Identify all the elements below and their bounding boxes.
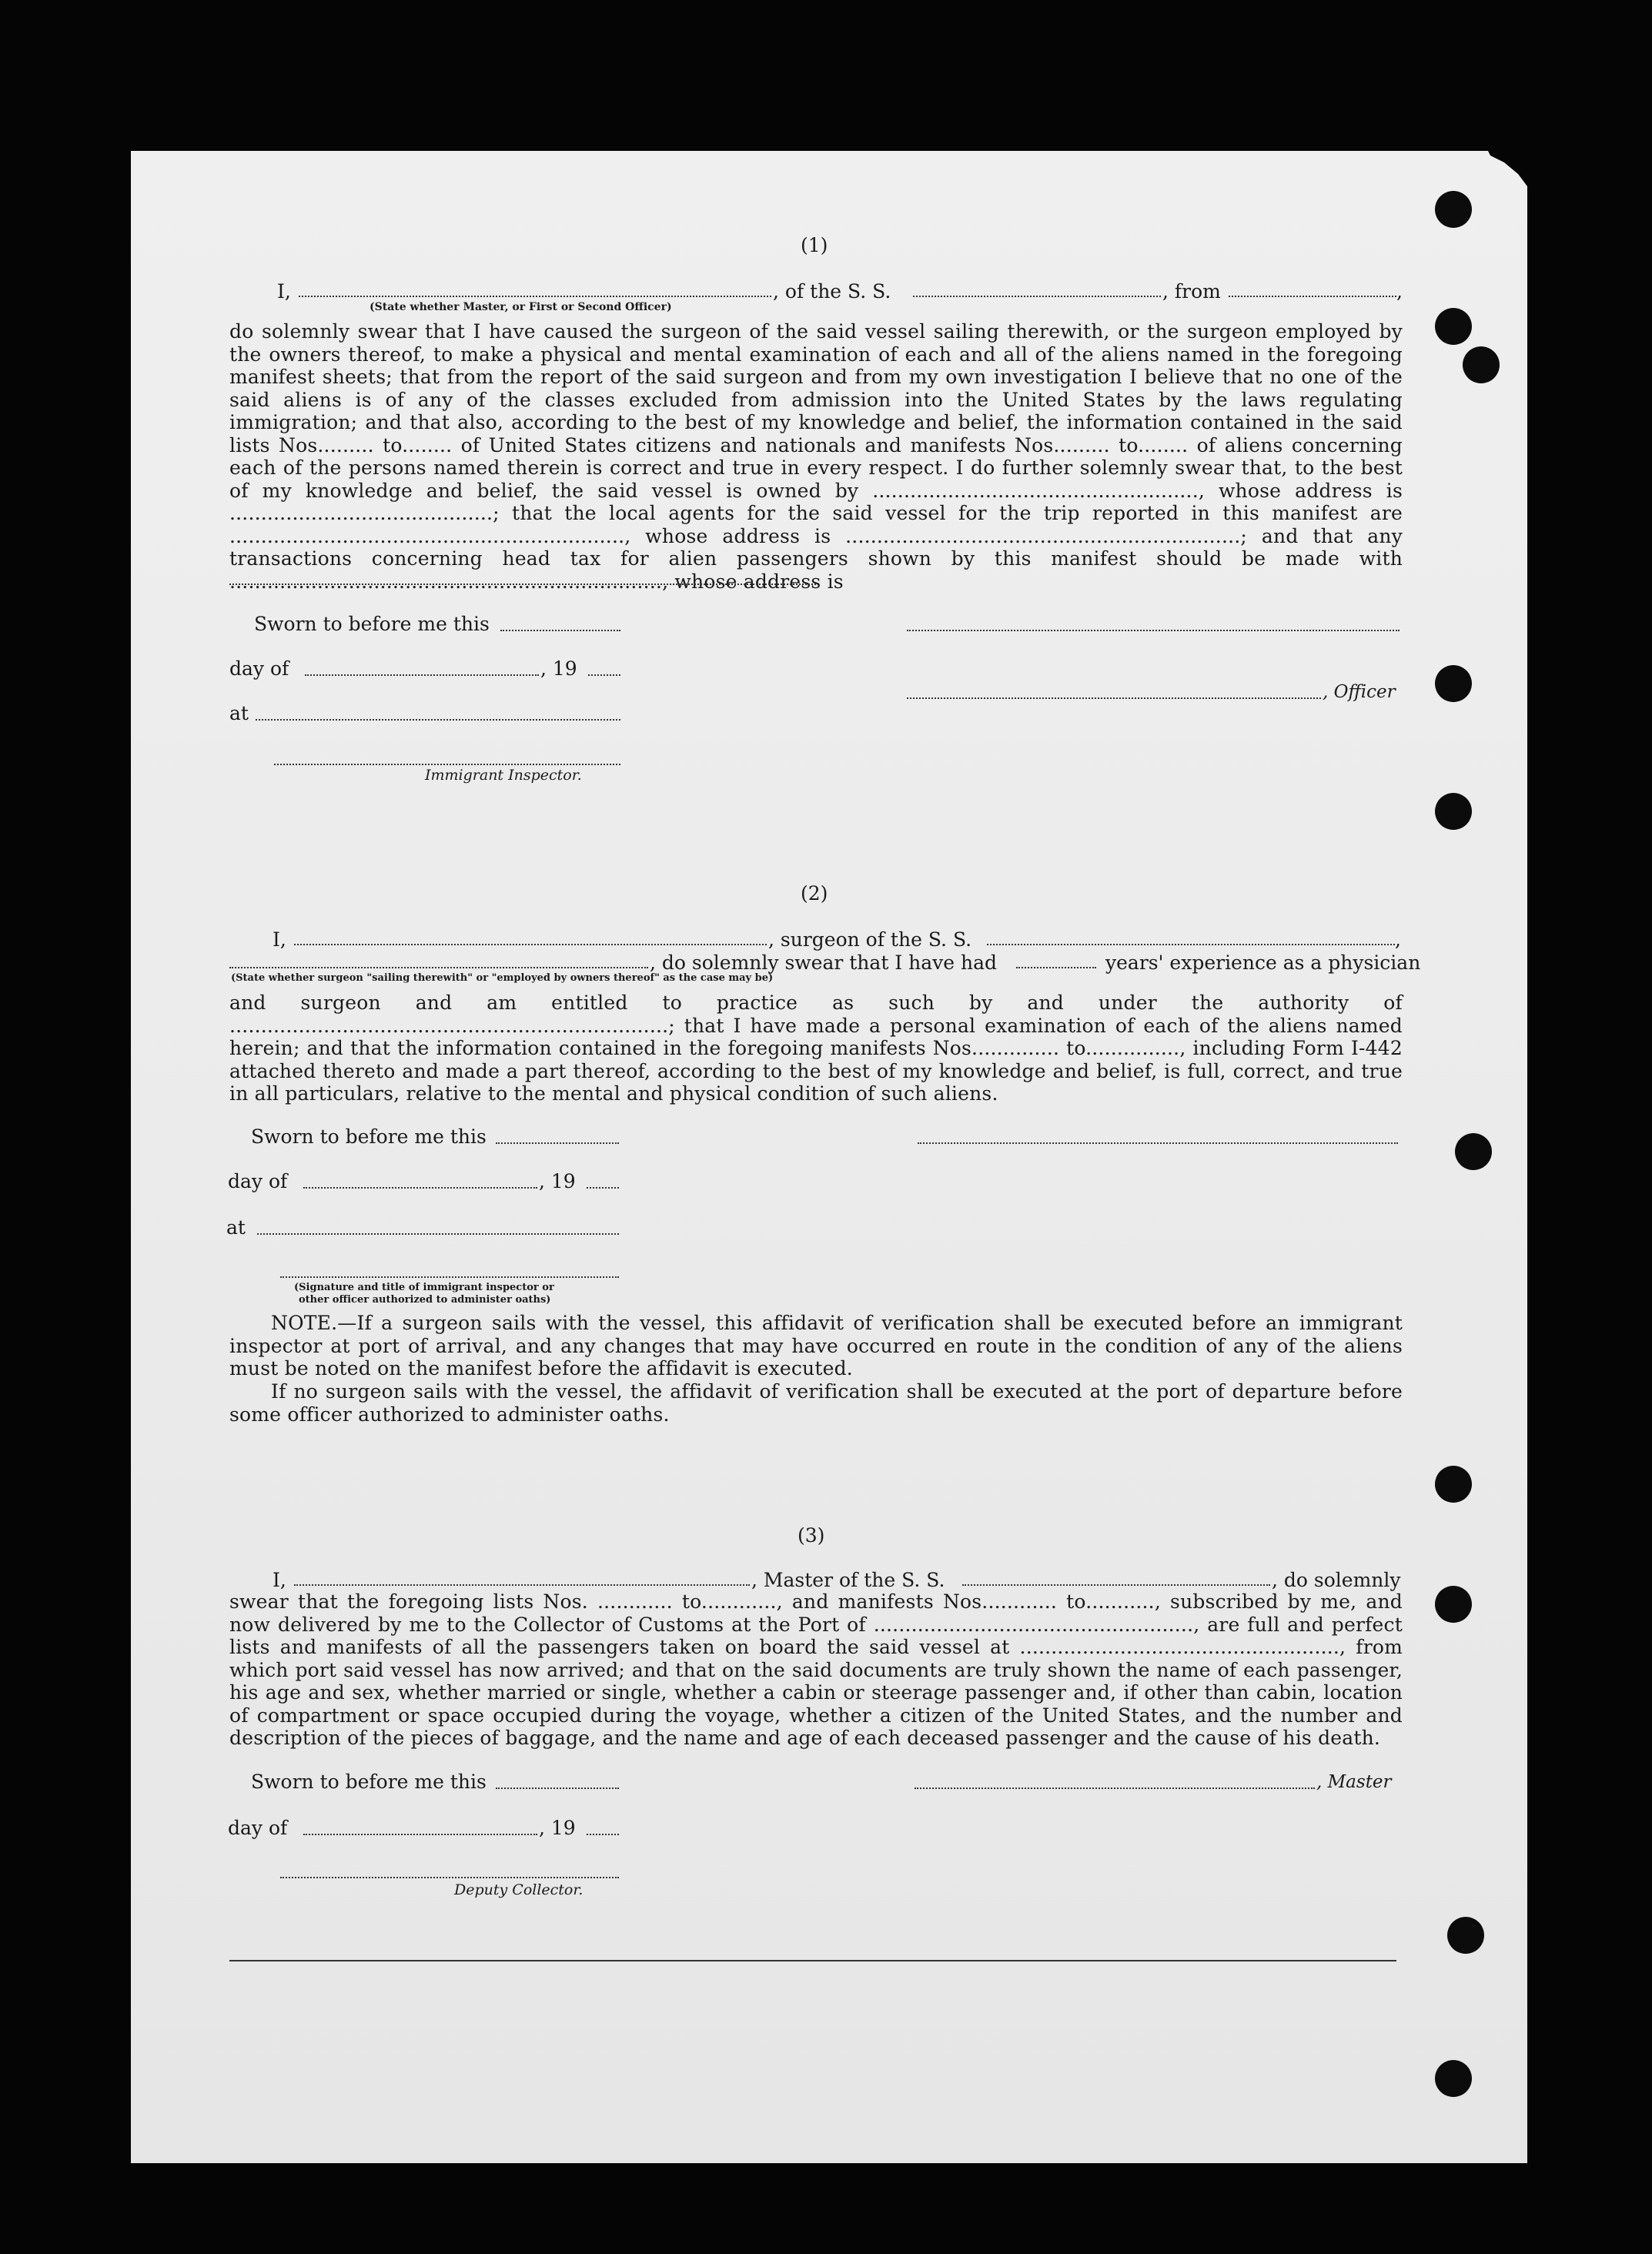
punch-hole [1435,793,1472,830]
of-the-ss-label: , of the S. S. [773,280,891,303]
punch-hole [1435,308,1472,345]
punch-hole [1435,191,1472,228]
officer-rank-note: (State whether Master, or First or Second Officer) [370,301,672,313]
punch-hole [1435,2060,1472,2097]
section-1-i: I, [277,280,291,303]
sworn-date-field[interactable] [496,1787,619,1789]
year-field[interactable] [587,1187,619,1189]
immigrant-inspector-title: Immigrant Inspector. [425,767,582,784]
at-label: at [226,1216,246,1239]
month-field[interactable] [305,674,539,676]
surgeon-vessel-field[interactable] [987,944,1395,945]
sworn-label: Sworn to before me this [251,1125,487,1148]
officer-line[interactable] [907,697,1321,699]
day-of-label: day of [228,1817,288,1839]
inspector-signature-line[interactable] [280,1276,619,1278]
signature-note-line-1: (Signature and title of immigrant inspector or [294,1282,554,1293]
surgeon-signature-line[interactable] [918,1142,1398,1144]
section-3-heading: (3) [798,1524,825,1547]
surgeon-note [229,1312,1403,1380]
surgeon-of-label: , surgeon of the S. S. [768,928,972,951]
place-field[interactable] [256,719,620,721]
years-experience-field[interactable] [1016,967,1096,968]
comma: , [1395,928,1401,951]
inspector-signature-line[interactable] [274,764,620,765]
sworn-label: Sworn to before me this [254,613,490,635]
do-solemnly-label: , do solemnly [1272,1569,1401,1591]
year-label: , 19 [539,1817,576,1839]
officer-title: , Officer [1323,682,1396,702]
section-1-body: do solemnly swear that I have caused the surgeon of the said vessel sailing therewith, or the surgeon employed by the owners thereof, to make a physical and mental examination of each and all of the aliens named in the foregoing manifest sheets; that from the report of the said surgeon and from my own investigation I believe that no one of the said aliens is of any of the classes excluded from admission into the United States by the laws regulating immigration; and that also, according to the best of my knowledge and belief, the information contained in the said lists Nos......... to........ of United States citizens and nationals and manifests Nos......... to........ of aliens concerning each of the persons named therein is correct and true in every respect. I do further solemnly swear that, to the best of my knowledge and belief, the said vessel is owned by ...................................................., whose address is ..........................................; that the local agents for the said vessel for the trip reported in this manifest are ..............................................................., whose address is ...............................................................; and that any transactions concerning head tax for alien passengers shown by this manifest should be made with ....................................................................., whose address is [229,320,1403,593]
officer-name-field[interactable] [299,296,771,297]
signature-note-line-2: other officer authorized to administer oaths) [299,1294,551,1306]
master-signature-line[interactable] [915,1787,1315,1789]
year-label: , 19 [539,1170,576,1192]
comma: , [1396,280,1403,303]
no-surgeon-note: If no surgeon sails with the vessel, the affidavit of verification shall be executed at the port of departure before some officer authorized to administer oaths. [229,1380,1403,1426]
section-2-i: I, [273,928,286,951]
master-vessel-field[interactable] [962,1584,1270,1586]
punch-hole [1455,1133,1492,1170]
sworn-date-field[interactable] [500,630,620,631]
from-port-field[interactable] [1229,296,1396,297]
year-field[interactable] [587,1834,619,1835]
punch-hole [1435,1466,1472,1503]
note-text: —If a surgeon sails with the vessel, this affidavit of verification shall be executed before an immigrant inspector at port of arrival, and any changes that may have occurred en route in the condition of any of the aliens must be noted on the manifest before the affidavit is executed. [229,1312,1403,1379]
month-field[interactable] [303,1834,537,1835]
master-of-label: , Master of the S. S. [751,1569,945,1591]
day-of-label: day of [228,1170,288,1192]
punch-hole [1447,1917,1484,1954]
officer-signature-line[interactable] [907,630,1400,631]
collector-signature-line[interactable] [280,1877,619,1878]
month-field[interactable] [303,1187,537,1189]
master-name-field[interactable] [294,1584,750,1586]
solemnly-swear-label: , do solemnly swear that I have had [650,951,998,974]
sworn-label: Sworn to before me this [251,1771,487,1793]
section-3-body: swear that the foregoing lists Nos. ............ to............, and manifests Nos............ to..........., subscribed by me, and now delivered by me to the Collector of Customs at the Port of ..................................................., are full and perfect lists and manifests of all the passengers taken on board the said vessel at ..................................................., from which port said vessel has now arrived; and that on the said documents are truly shown the name of each passenger, his age and sex, whether married or single, whether a cabin or steerage passenger and, if other than cabin, location of compartment or space occupied during the voyage, whether a citizen of the United States, and the number and description of the pieces of baggage, and the name and age of each deceased passenger and the cause of his death. [229,1590,1403,1749]
surgeon-status-field[interactable] [229,967,648,968]
punch-hole [1463,346,1500,383]
master-title: , Master [1316,1772,1392,1792]
surgeon-status-note: (State whether surgeon "sailing therewith" or "employed by owners thereof" as the case may be) [231,972,774,984]
year-field[interactable] [588,674,620,676]
deputy-collector-title: Deputy Collector. [454,1881,584,1898]
at-label: at [229,702,249,724]
day-of-label: day of [229,657,289,680]
note-label: NOTE. [271,1312,338,1334]
place-field[interactable] [257,1233,619,1235]
from-label: , from [1162,280,1221,303]
sworn-date-field[interactable] [496,1142,619,1144]
punch-hole [1435,1586,1472,1623]
punch-hole [1435,665,1472,702]
surgeon-name-field[interactable] [294,944,767,945]
address-continuation-field[interactable] [229,584,816,585]
experience-label: years' experience as a physician [1105,951,1421,974]
year-label: , 19 [540,657,577,680]
bottom-rule [229,1960,1396,1961]
section-1-heading: (1) [801,234,828,256]
section-3-i: I, [273,1569,286,1591]
vessel-name-field[interactable] [913,296,1161,297]
section-2-heading: (2) [801,882,828,905]
section-2-body: and surgeon and am entitled to practice as such by and under the authority of ......................................................................; that I have made a personal examination of each of the aliens named herein; and that the information contained in the foregoing manifests Nos.............. to..............., including Form I-442 attached thereto and made a part thereof, according to the best of my knowledge and belief, is full, correct, and true in all particulars, relative to the mental and physical condition of such aliens. [229,992,1403,1105]
